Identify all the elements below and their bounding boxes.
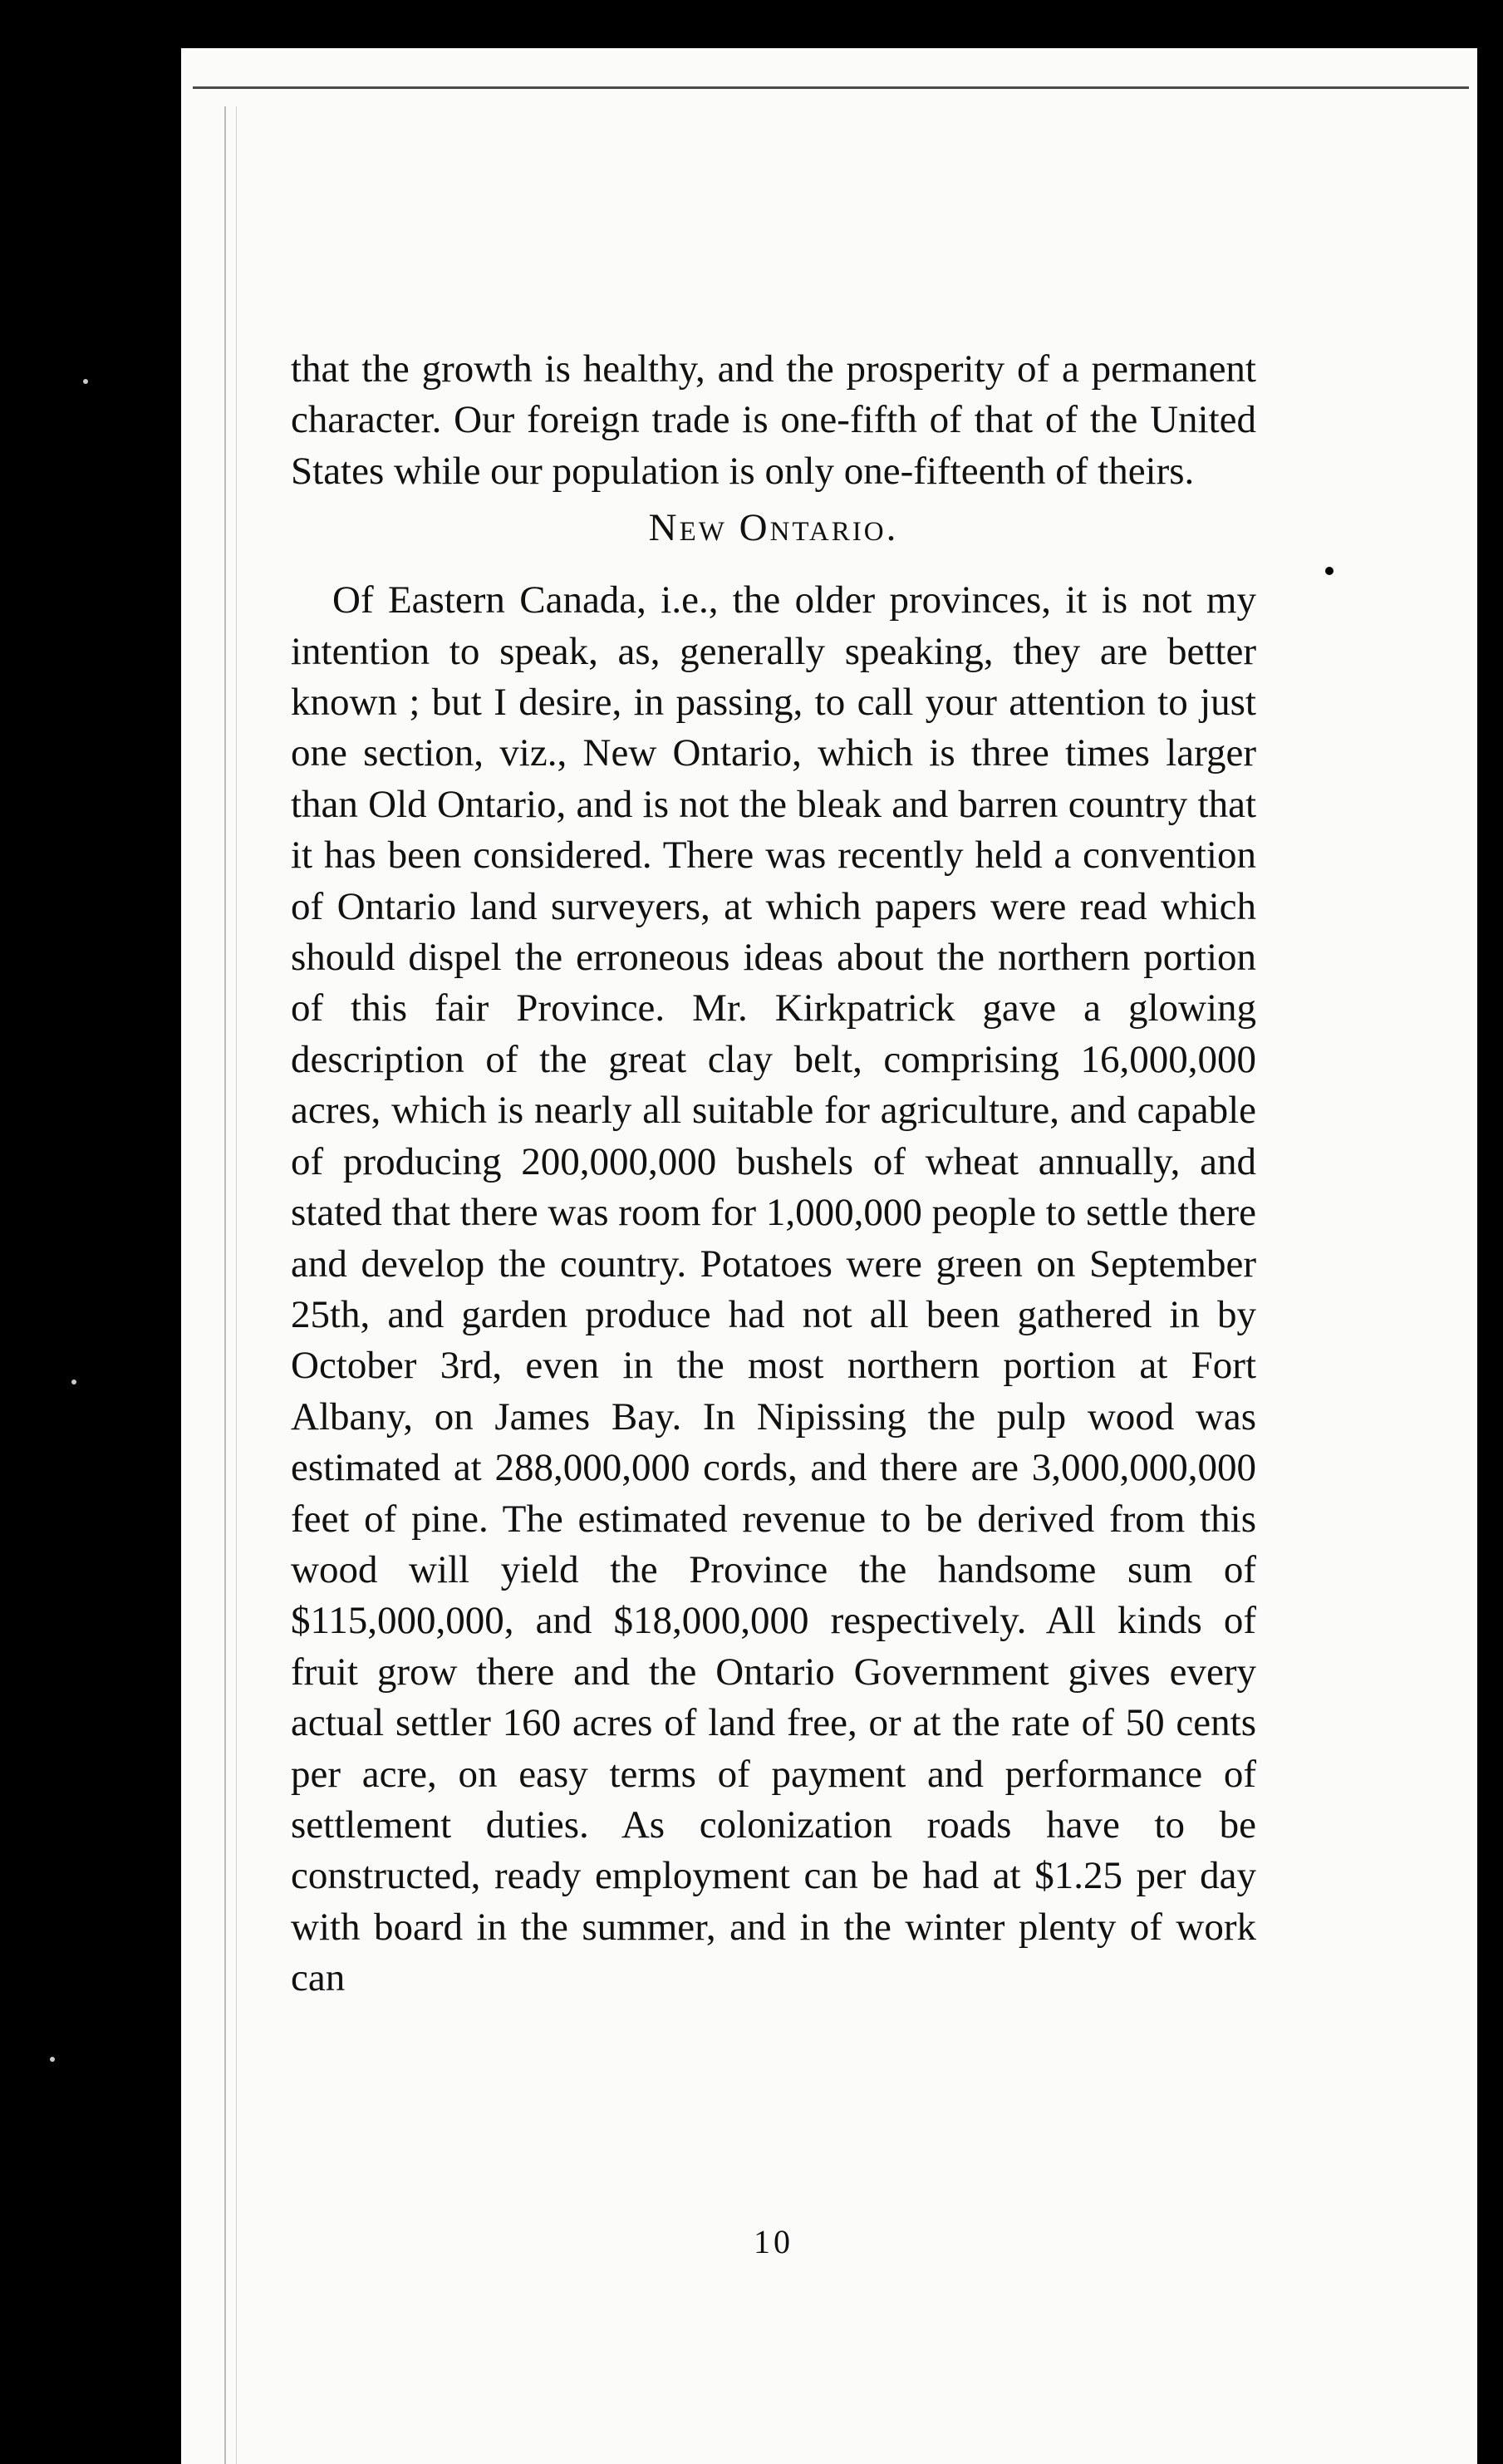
margin-speck (50, 2057, 55, 2062)
page-body (291, 344, 1256, 2004)
stray-ink-dot (1325, 567, 1334, 575)
paragraph-continued: that the growth is healthy, and the prosperity of a permanent character. Our foreign trade is one-fifth of that of the United States while our population is only one-fifteenth of theirs. (291, 347, 1256, 493)
paragraph-new-ontario: Of Eastern Canada, i.e., the older provinces, it is not my intention to speak, as, generally speaking, they are better known ; but I desire, in passing, to call your attention to just one section, viz., New Ontario, which is three times larger than Old Ontario, and is not the bleak and barren country that it has been considered. There was recently held a convention of Ontario land surveyers, at which papers were read which should dispel the erroneous ideas about the northern portion of this fair Province. Mr. Kirkpatrick gave a glowing description of the great clay belt, comprising 16,000,000 acres, which is nearly all suitable for agriculture, and capable of producing 200,000,000 bushels of wheat annually, and stated that there was room for 1,000,000 people to settle there and develop the country. Potatoes were green on September 25th, and garden produce had not all been gathered in by October 3rd, even in the most northern portion at Fort Albany, on James Bay. In Nipissing the pulp wood was estimated at 288,000,000 cords, and there are 3,000,000,000 feet of pine. The estimated revenue to be derived from this wood will yield the Province the handsome sum of $115,000,000, and $18,000,000 respectively. All kinds of fruit grow there and the Ontario Government gives every actual settler 160 acres of land free, or at the rate of 50 cents per acre, on easy terms of payment and performance of settlement duties. As colonization roads have to be constructed, ready employment can be had at $1.25 per day with board in the summer, and in the winter plenty of work can (291, 578, 1256, 2000)
page-binding-edge-inner (236, 106, 237, 2464)
page-number: 10 (754, 2223, 793, 2260)
section-heading: New Ontario. (648, 506, 899, 550)
page-binding-edge (224, 106, 226, 2464)
margin-speck (83, 379, 88, 384)
margin-speck (71, 1380, 76, 1384)
page-top-edge (193, 86, 1469, 89)
